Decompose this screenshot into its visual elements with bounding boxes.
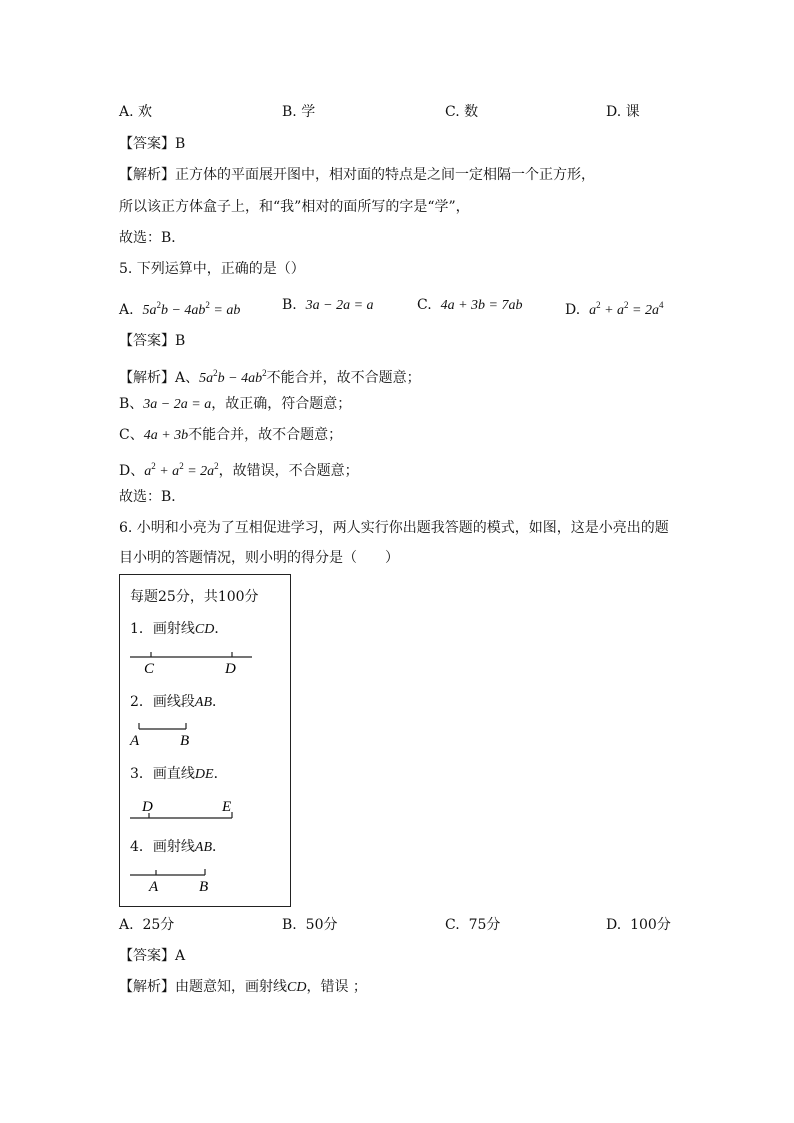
sheet-item-4: 4．画射线AB． [130, 839, 227, 855]
q5-option-d: D. $a^2 + a^2 = 2a^4$ [565, 300, 664, 318]
q5-option-c: C. 4a + 3b = 7ab [417, 297, 523, 313]
q6-explanation: 【解析】由题意知，画射线CD，错误 ； [119, 979, 367, 995]
label-e3: E [222, 799, 232, 815]
q5-explanation-c: C、4a + 3b不能合并，故不合题意； [119, 427, 343, 443]
sheet-drawings [120, 575, 290, 906]
q6-option-a: A. 25分 [119, 917, 175, 933]
q6-answer-sheet [119, 574, 291, 907]
sheet-item-1: 1．画射线CD． [130, 621, 229, 637]
label-b4: B [199, 879, 209, 895]
q5-stem: 5. 下列运算中，正确的是（） [119, 261, 305, 277]
q5-option-b: B. 3a − 2a = a [282, 297, 374, 313]
q4-option-c: C. 数 [445, 104, 479, 120]
q5-explanation-a: 【解析】A、$5a^2b - 4ab^2$不能合并，故不合题意； [119, 368, 421, 386]
q4-option-b: B. 学 [282, 104, 316, 120]
label-a: A [130, 733, 140, 749]
sheet-header: 每题25分，共100分 [130, 589, 259, 605]
q6-option-b: B. 50分 [282, 917, 338, 933]
q4-explanation-1: 【解析】正方体的平面展开图中，相对面的特点是之间一定相隔一个正方形， [119, 167, 595, 183]
q5-choose: 故选：B． [119, 489, 186, 505]
q6-stem-1: 6. 小明和小亮为了互相促进学习，两人实行你出题我答题的模式，如图，这是小亮出的题 [119, 520, 669, 536]
sheet-item-3: 3．画直线DE． [130, 766, 228, 782]
q5-answer: 【答案】B [119, 333, 186, 349]
q4-choose: 故选：B． [119, 230, 186, 246]
q5-option-a: A. $5a^2b - 4ab^2$ = ab [119, 300, 241, 318]
label-d: D [225, 661, 236, 677]
q5-explanation-d: D、$a^2 + a^2 = 2a^2$，故错误，不合题意； [119, 461, 359, 479]
label-b: B [180, 733, 190, 749]
label-a4: A [149, 879, 159, 895]
sheet-item-2: 2．画线段AB． [130, 694, 227, 710]
q4-answer: 【答案】B [119, 136, 186, 152]
label-d3: D [142, 799, 153, 815]
q6-option-d: D. 100分 [606, 917, 671, 933]
q6-answer: 【答案】A [119, 948, 186, 964]
q4-explanation-2: 所以该正方体盒子上，和“我”相对的面所写的字是“学”， [119, 199, 470, 215]
label-c: C [144, 661, 155, 677]
q5-explanation-b: B、3a − 2a = a，故正确，符合题意； [119, 396, 352, 412]
q6-stem-2: 目小明的答题情况，则小明的得分是（ ） [119, 550, 399, 566]
q6-option-c: C. 75分 [445, 917, 501, 933]
q4-option-a: A. 欢 [119, 104, 153, 120]
q4-option-d: D. 课 [606, 104, 640, 120]
